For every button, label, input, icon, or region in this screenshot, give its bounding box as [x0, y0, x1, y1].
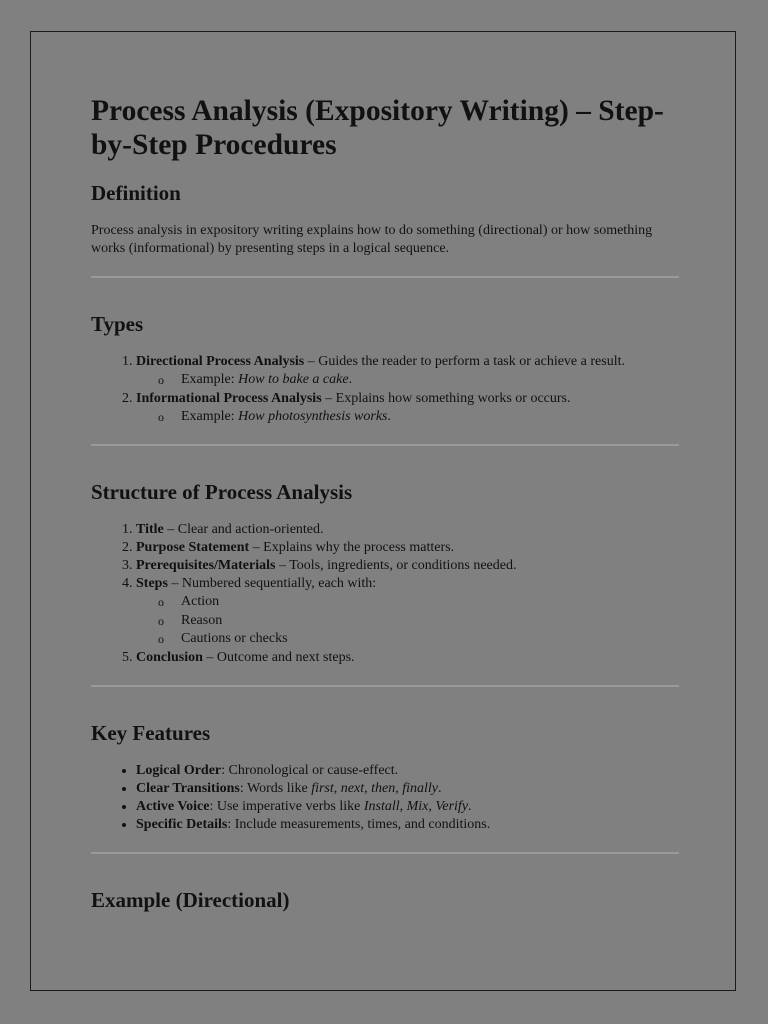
list-item: 5. Conclusion – Outcome and next steps.: [136, 649, 679, 667]
example-heading: Example (Directional): [91, 887, 290, 912]
list-item: 4. Steps – Numbered sequentially, each with: o Action o Reason o Cautions or checks: [136, 575, 679, 649]
structure-list: [91, 521, 679, 667]
list-item: [136, 353, 679, 390]
sub-list-item: o Reason: [136, 612, 679, 631]
definition-text: Process analysis in expository writing explains how to do something (directional) or how something works (informational) by presenting steps in a logical sequence.: [91, 223, 653, 256]
section-divider: [91, 685, 679, 687]
types-list: [91, 353, 679, 426]
section-divider: [91, 852, 679, 854]
type-term: Informational Process Analysis: [136, 390, 322, 406]
example-text: How photosynthesis works: [238, 408, 388, 424]
features-list: [91, 762, 679, 834]
document-page: [30, 31, 736, 991]
sub-bullet-icon: o: [158, 409, 164, 424]
sub-bullet-icon: o: [158, 373, 164, 387]
sub-list: [136, 593, 679, 649]
features-heading: Key Features: [91, 720, 211, 745]
list-item: 1. Title – Clear and action-oriented.: [136, 521, 679, 539]
sub-list-item: o Action: [136, 593, 679, 612]
sub-list: [136, 371, 679, 390]
sub-list-item: o Example: How to bake a cake.: [136, 371, 679, 390]
sub-bullet-icon: o: [158, 613, 164, 628]
type-desc: – Guides the reader to perform a task or achieve a result.: [304, 354, 625, 369]
type-desc: – Explains how something works or occurs.: [321, 390, 571, 406]
list-item: • Specific Details: Include measurements, times, and conditions.: [136, 816, 679, 834]
list-item: 2. Purpose Statement – Explains why the process matters.: [136, 539, 679, 557]
type-term: Directional Process Analysis: [136, 354, 305, 369]
list-item: 3. Prerequisites/Materials – Tools, ingredients, or conditions needed.: [136, 557, 679, 575]
section-divider: [91, 276, 679, 278]
list-item: • Active Voice: Use imperative verbs like Install, Mix, Verify.: [136, 798, 679, 816]
sub-list: [136, 408, 679, 427]
page-title: Process Analysis (Expository Writing) – Step-by-Step Procedures: [91, 95, 664, 161]
list-item: [136, 390, 679, 427]
sub-list-item: o Cautions or checks: [136, 630, 679, 649]
sub-bullet-icon: o: [158, 632, 164, 646]
sub-bullet-icon: o: [158, 595, 164, 609]
list-item: • Logical Order: Chronological or cause-effect.: [136, 762, 679, 780]
list-item: • Clear Transitions: Words like first, next, then, finally.: [136, 780, 679, 798]
definition-heading: Definition: [91, 181, 181, 205]
sub-list-item: o Example: How photosynthesis works.: [136, 408, 679, 427]
types-heading: Types: [91, 312, 144, 336]
example-text: How to bake a cake: [238, 372, 349, 387]
structure-heading: Structure of Process Analysis: [91, 480, 353, 504]
document-content: [91, 94, 679, 929]
section-divider: [91, 444, 679, 446]
